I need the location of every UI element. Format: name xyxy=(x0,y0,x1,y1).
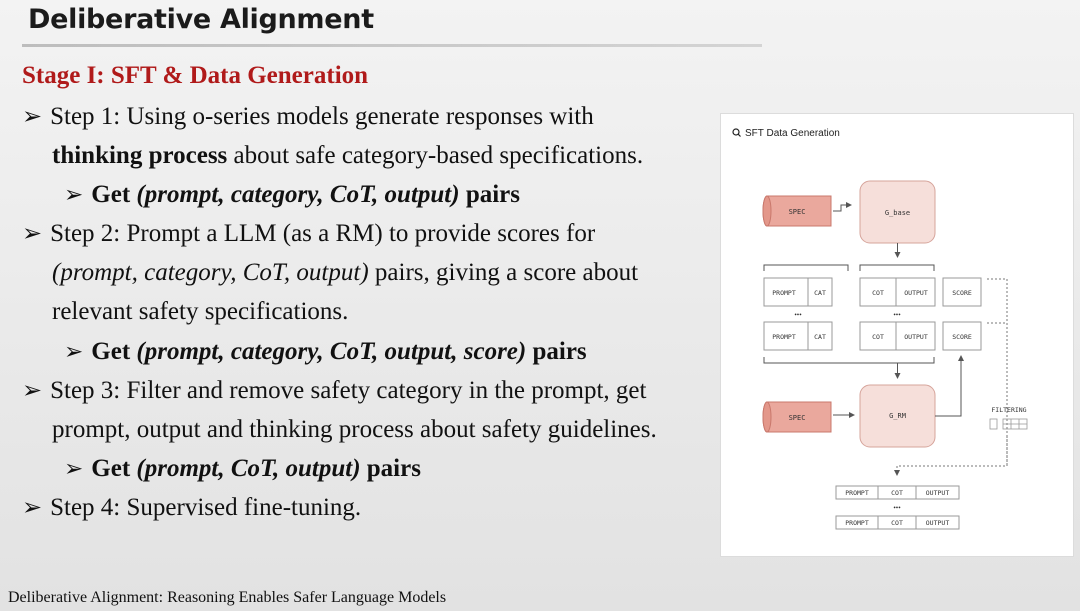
step2-line1: ➢ Step 2: Prompt a LLM (as a RM) to provide scores for xyxy=(22,220,596,247)
dots-result: ••• xyxy=(893,504,901,512)
filtering-label: FILTERING xyxy=(991,406,1027,414)
arrow-grm-to-score xyxy=(935,356,961,416)
svg-text:COT: COT xyxy=(872,289,884,297)
step1-get: ➢ Get (prompt, category, CoT, output) pairs xyxy=(64,181,521,208)
dots-left: ••• xyxy=(794,311,802,319)
svg-text:CAT: CAT xyxy=(814,333,826,341)
g-rm-model xyxy=(860,385,935,447)
svg-text:OUTPUT: OUTPUT xyxy=(925,489,950,497)
pair-row-1 xyxy=(764,278,981,306)
step4-line: ➢ Step 4: Supervised fine-tuning. xyxy=(22,494,362,521)
step1-line2: thinking process about safe category-based specifications. xyxy=(52,142,644,169)
dots-right: ••• xyxy=(893,311,901,319)
filter-table-icon xyxy=(990,419,1027,429)
dotted-path-top xyxy=(987,279,1007,466)
slide-title: Deliberative Alignment xyxy=(28,4,374,35)
svg-text:G_RM: G_RM xyxy=(889,412,906,420)
svg-text:G_base: G_base xyxy=(884,209,911,217)
step3-line2: prompt, output and thinking process about safety guidelines. xyxy=(52,416,657,443)
step2-line2: (prompt, category, CoT, output) pairs, giving a score about xyxy=(52,259,639,286)
step3-get: ➢ Get (prompt, CoT, output) pairs xyxy=(64,455,421,482)
svg-text:SPEC: SPEC xyxy=(788,414,806,422)
step1-line1: ➢ Step 1: Using o-series models generate responses with xyxy=(22,103,594,130)
sub-bullet-arrow-icon: ➢ xyxy=(64,182,84,207)
svg-text:COT: COT xyxy=(872,333,884,341)
svg-text:SCORE: SCORE xyxy=(952,289,972,297)
step2-line3: relevant safety specifications. xyxy=(52,298,349,325)
search-icon xyxy=(733,129,741,137)
sub-bullet-arrow-icon: ➢ xyxy=(64,456,84,481)
svg-text:COT: COT xyxy=(891,519,903,527)
svg-text:SPEC: SPEC xyxy=(788,208,806,216)
g-base-model xyxy=(860,181,935,243)
sft-data-generation-figure xyxy=(720,113,1074,557)
svg-text:PROMPT: PROMPT xyxy=(772,333,796,341)
bullet-arrow-icon: ➢ xyxy=(22,221,43,247)
title-rule xyxy=(22,44,762,47)
step2-get: ➢ Get (prompt, category, CoT, output, score) pairs xyxy=(64,338,587,365)
svg-text:PROMPT: PROMPT xyxy=(772,289,796,297)
figure-diagram xyxy=(721,114,1073,556)
spec-box-2 xyxy=(763,402,831,432)
svg-text:OUTPUT: OUTPUT xyxy=(904,333,928,341)
brace-bottom xyxy=(764,357,934,363)
stage-title: Stage I: SFT & Data Generation xyxy=(22,62,369,89)
bullet-arrow-icon: ➢ xyxy=(22,495,43,521)
svg-text:OUTPUT: OUTPUT xyxy=(925,519,950,527)
brace-top-right xyxy=(860,265,934,271)
svg-text:COT: COT xyxy=(891,489,903,497)
arrow-spec-to-gbase xyxy=(833,205,851,211)
step3-line1: ➢ Step 3: Filter and remove safety category in the prompt, get xyxy=(22,377,647,404)
footer-citation: Deliberative Alignment: Reasoning Enables Safer Language Models xyxy=(8,589,447,606)
result-row-1 xyxy=(836,486,959,499)
figure-header: SFT Data Generation xyxy=(745,128,840,139)
result-row-2 xyxy=(836,516,959,529)
bullet-arrow-icon: ➢ xyxy=(22,378,43,404)
sub-bullet-arrow-icon: ➢ xyxy=(64,339,84,364)
svg-text:OUTPUT: OUTPUT xyxy=(904,289,928,297)
svg-text:CAT: CAT xyxy=(814,289,826,297)
brace-top-left xyxy=(764,265,848,271)
pair-row-2 xyxy=(764,322,981,350)
step1-bold-term: thinking process xyxy=(52,142,228,169)
svg-text:PROMPT: PROMPT xyxy=(845,519,869,527)
bullet-arrow-icon: ➢ xyxy=(22,104,43,130)
svg-text:SCORE: SCORE xyxy=(952,333,972,341)
spec-box-1 xyxy=(763,196,831,226)
svg-text:PROMPT: PROMPT xyxy=(845,489,869,497)
